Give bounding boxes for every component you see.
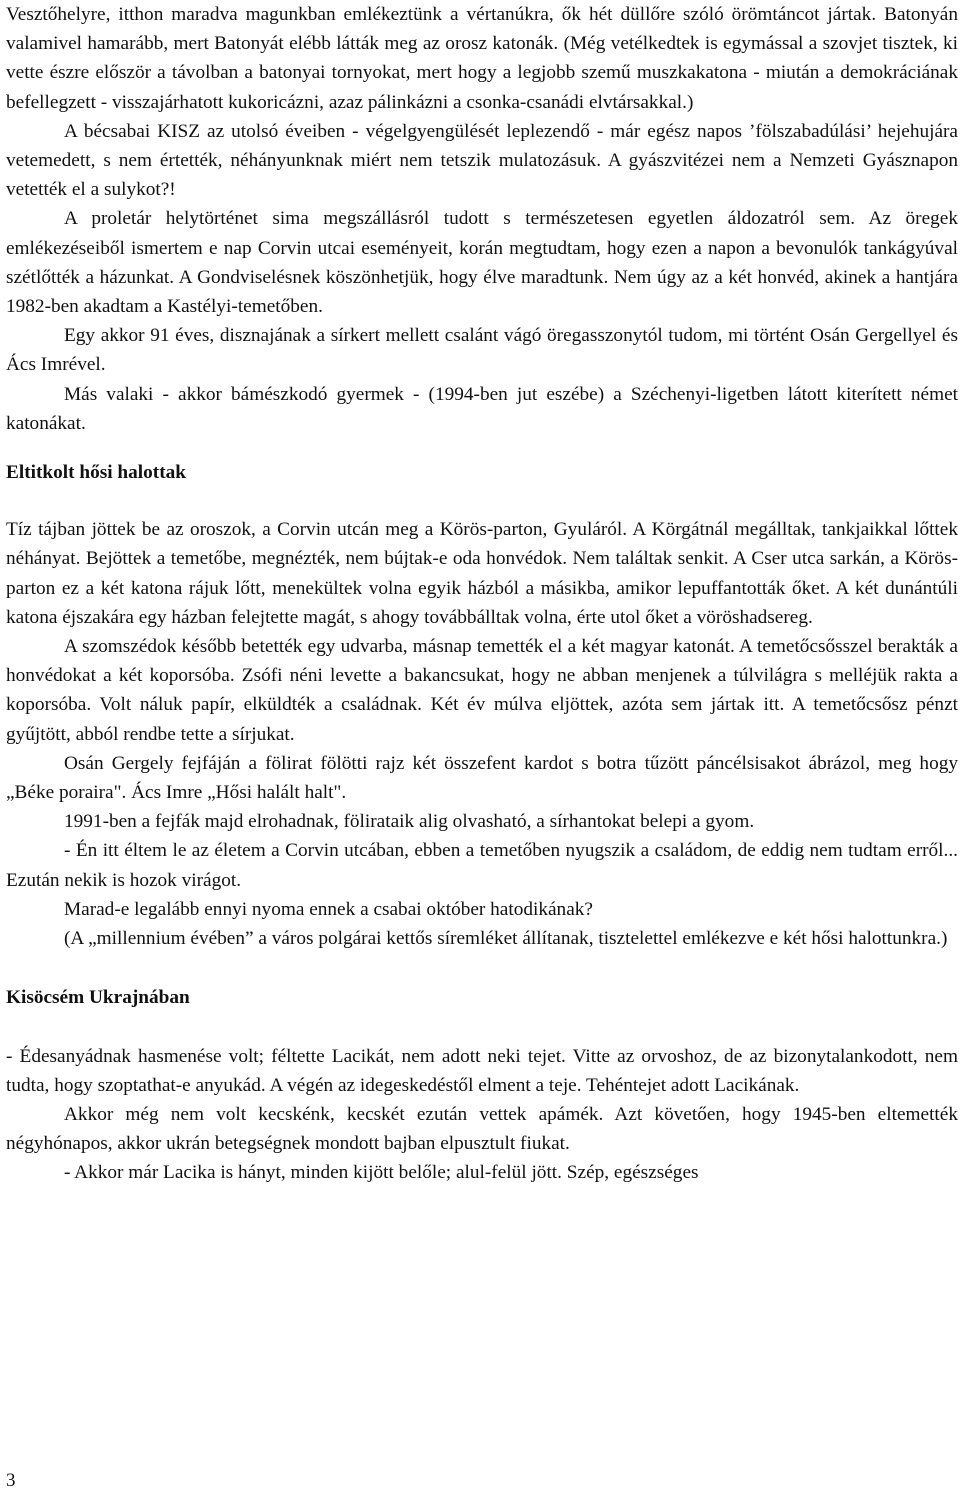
intro-paragraph: Más valaki - akkor bámészkodó gyermek - (1994-ben jut eszébe) a Széchenyi-ligetben látott kiterített német katonákat. [6,383,958,434]
section-heading-eltitkolt: Eltitkolt hősi halottak [6,462,186,484]
section2-paragraph: - Akkor már Lacika is hányt, minden kijött belőle; alul-felül jött. Szép, egészséges [64,1162,699,1184]
section2-paragraph: - Édesanyádnak hasmenése volt; féltette Lacikát, nem adott neki tejet. Vitte az orvoshoz, de az bizonytalankodott, nem tudta, hogy szoptathat-e anyukád. A végén az idegeskedéstől elment a teje. Tehéntejet adott Lacikának. [6,1045,958,1096]
section-heading-kisocsem: Kisöcsém Ukrajnában [6,987,190,1009]
spacer [6,953,958,983]
intro-paragraph: Vesztőhelyre, itthon maradva magunkban emlékeztünk a vértanúkra, ők hét düllőre szóló örömtáncot jártak. Batonyán valamivel hamarább, mert Batonyát elébb látták meg az orosz katonák. (Még vetélkedtek is egymással a szovjet tisztek, ki vette észre először a távolban a batonyai tornyokat, mert hogy a legjobb szemű muszkakatona - miután a demokráciának befellegzett - visszajárhatott kukoricázni, azaz pálinkázni a csonka-csanádi elvtársakkal.) [6,4,958,113]
intro-paragraph: Egy akkor 91 éves, disznajának a sírkert mellett csalánt vágó öregasszonytól tudom, mi történt Osán Gergellyel és Ács Imrével. [6,325,958,376]
intro-paragraph: A proletár helytörténet sima megszállásról tudott s természetesen egyetlen áldozatról sem. Az öregek emlékezéseiből ismertem e nap Corvin utcai eseményeit, korán megtudtam, hogy ezen a napon a bevonulók tankágyúval szétlőtték a házunkat. A Gondviselésnek köszönhetjük, hogy élve maradtunk. Nem úgy az a két honvéd, akinek a hantjára 1982-ben akadtam a Kastélyi-temetőben. [6,208,958,318]
spacer [6,487,958,515]
document-page [6,0,958,1188]
intro-paragraph: A bécsabai KISZ az utolsó éveiben - végelgyengülését leplezendő - már egész napos ’fölszabadúlási’ hejehujára vetemedett, s nem értették, néhányunknak miért nem tetszik mulatozásuk. A gyászvitézei nem a Nemzeti Gyásznapon vetették el a sulykot?! [6,120,958,201]
section1-paragraph: - Én itt éltem le az életem a Corvin utcában, ebben a temetőben nyugszik a családom, de eddig nem tudtam erről... Ezután nekik is hozok virágot. [6,840,958,891]
page-number: 3 [6,1470,16,1491]
section1-paragraph: Tíz tájban jöttek be az oroszok, a Corvin utcán meg a Körös-parton, Gyuláról. A Körgátnál megálltak, tankjaikkal lőttek néhányat. Bejöttek a temetőbe, megnézték, nem bújtak-e oda honvédok. Nem találtak senkit. A Cser utca sarkán, a Körös-parton ez a két katona rájuk lőtt, menekültek volna egyik házból a másikba, amikor lepuffantották őket. A két dunántúli katona éjszakára egy házban felejtette magát, s ahogy továbbálltak volna, érte utol őket a vöröshadsereg. [6,519,958,628]
section1-paragraph: 1991-ben a fejfák majd elrohadnak, fölirataik alig olvasható, a sírhantokat belepi a gyom. [64,811,755,833]
section1-paragraph: Marad-e legalább ennyi nyoma ennek a csabai október hatodikának? [64,898,593,920]
section1-paragraph: Osán Gergely fejfáján a fölirat fölötti rajz két összefent kardot s botra tűzött páncélsisakot ábrázol, meg hogy „Béke porairа". Ács Imre „Hősi halált halt". [6,752,958,804]
section1-paragraph: A szomszédok később betették egy udvarba, másnap temették el a két magyar katonát. A temetőcsősszel berakták a honvédokat a két koporsóba. Zsófi néni levette a bakancsukat, hogy ne abban menjenek a túlvilágra s melléjük rakta a koporsóba. Volt náluk papír, elküldték a családnak. Két év múlva eljöttek, azóta sem jártak itt. A temetőcsősz pénzt gyűjtött, abból rendbe tette a sírjukat. [6,636,958,745]
section2-paragraph: Akkor még nem volt kecskénk, kecskét ezután vettek apámék. Azt követően, hogy 1945-ben eltemették négyhónapos, akkor ukrán betegségnek mondott bajban elpusztult fiukat. [6,1103,958,1155]
spacer [6,438,958,458]
spacer [6,1013,958,1042]
section1-paragraph: (A „millennium évében” a város polgárai kettős síremléket állítanak, tisztelettel emlékezve e két hősi halottunkra.) [64,928,948,950]
